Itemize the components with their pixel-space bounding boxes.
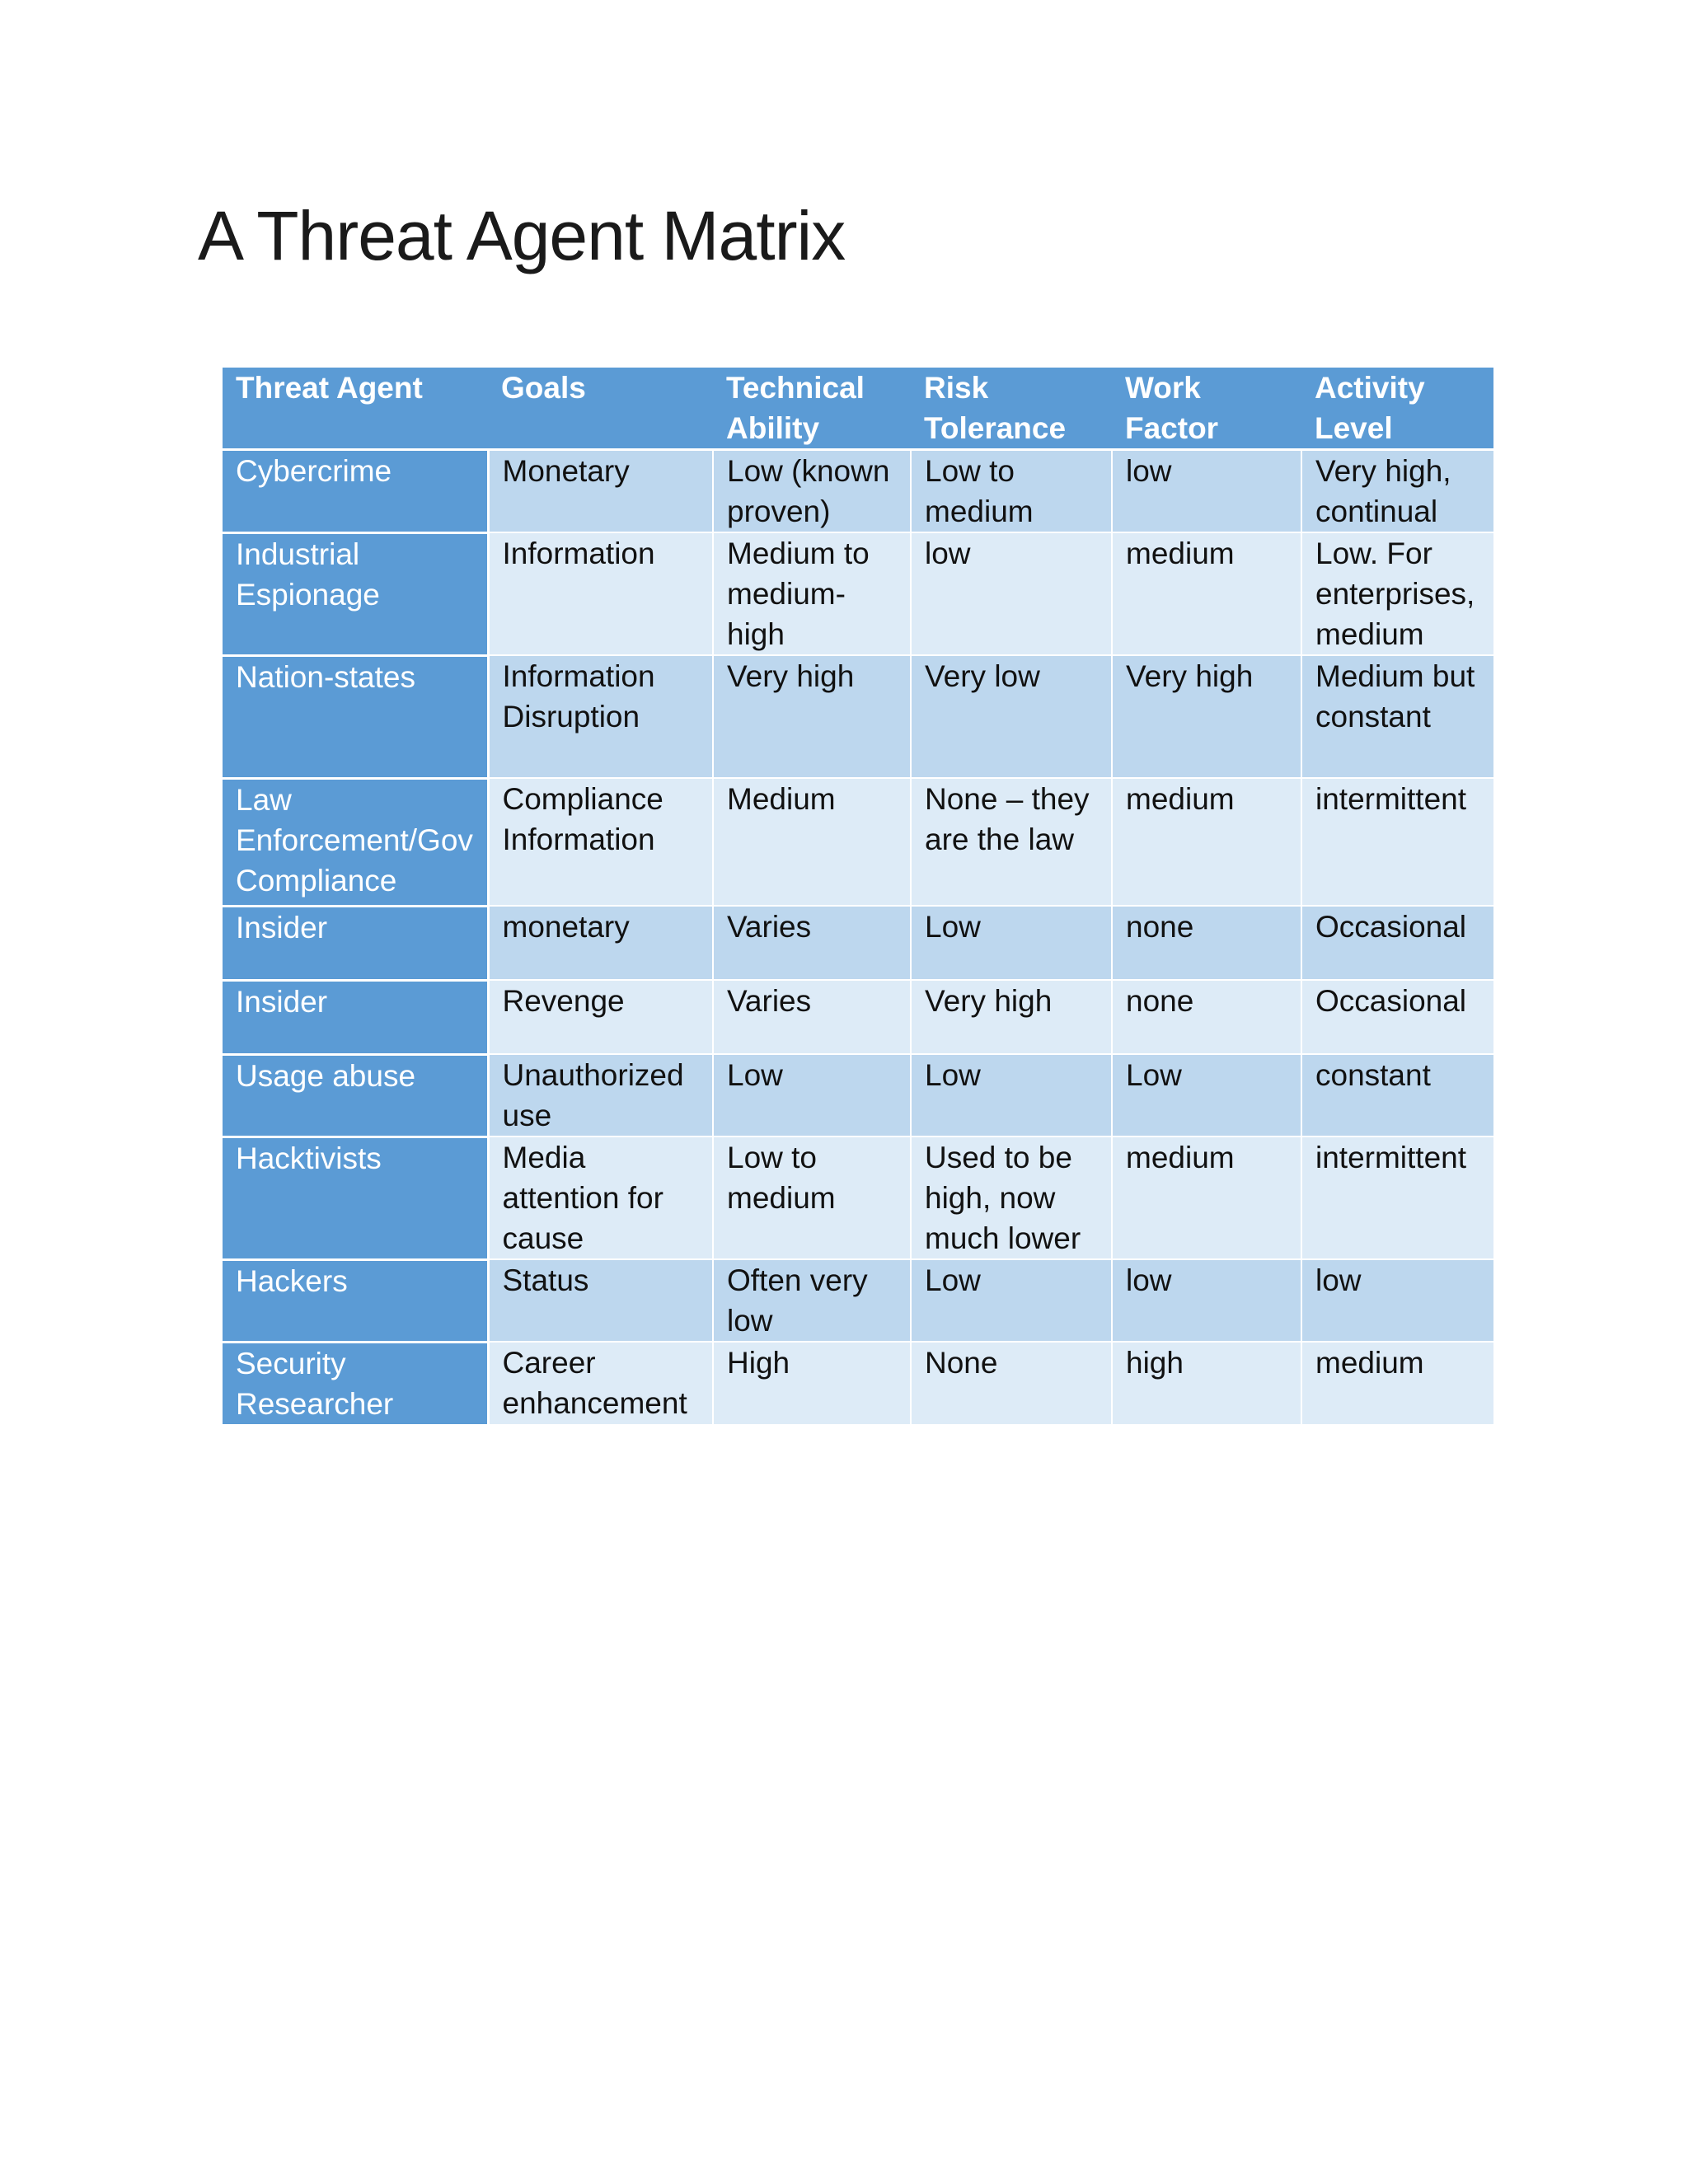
cell-risk-tolerance: Low [911, 1259, 1112, 1342]
cell-risk-tolerance: None – they are the law [911, 778, 1112, 906]
header-work-factor: Work Factor [1112, 368, 1301, 450]
cell-goals: Monetary [488, 450, 713, 533]
cell-goals: Information Disruption [488, 655, 713, 778]
header-activity-level: Activity Level [1301, 368, 1493, 450]
cell-threat-agent: Nation-states [223, 655, 488, 778]
cell-technical-ability: High [713, 1342, 911, 1425]
cell-goals: Media attention for cause [488, 1137, 713, 1259]
table-row [223, 778, 1493, 906]
cell-goals: monetary [488, 906, 713, 980]
cell-threat-agent: Cybercrime [223, 450, 488, 533]
cell-work-factor: medium [1112, 1137, 1301, 1259]
header-risk-tolerance: Risk Tolerance [911, 368, 1112, 450]
cell-activity-level: Very high, continual [1301, 450, 1493, 533]
cell-threat-agent: Usage abuse [223, 1054, 488, 1137]
cell-goals: Information [488, 532, 713, 655]
cell-technical-ability: Medium to medium-high [713, 532, 911, 655]
header-threat-agent: Threat Agent [223, 368, 488, 450]
table-row [223, 906, 1493, 980]
cell-work-factor: Very high [1112, 655, 1301, 778]
cell-risk-tolerance: low [911, 532, 1112, 655]
cell-technical-ability: Often very low [713, 1259, 911, 1342]
header-technical-ability: Technical Ability [713, 368, 911, 450]
cell-technical-ability: Varies [713, 980, 911, 1054]
cell-activity-level: Medium but constant [1301, 655, 1493, 778]
table-header-row [223, 368, 1493, 450]
cell-risk-tolerance: Very high [911, 980, 1112, 1054]
table-row [223, 1137, 1493, 1259]
table-row [223, 1054, 1493, 1137]
cell-risk-tolerance: Very low [911, 655, 1112, 778]
cell-risk-tolerance: None [911, 1342, 1112, 1425]
table-row [223, 450, 1493, 533]
table-row [223, 532, 1493, 655]
cell-technical-ability: Low [713, 1054, 911, 1137]
threat-agent-matrix-table [223, 368, 1493, 1427]
cell-activity-level: Occasional [1301, 906, 1493, 980]
cell-work-factor: low [1112, 1259, 1301, 1342]
cell-technical-ability: Varies [713, 906, 911, 980]
cell-activity-level: Occasional [1301, 980, 1493, 1054]
cell-work-factor: Low [1112, 1054, 1301, 1137]
cell-work-factor: low [1112, 450, 1301, 533]
cell-activity-level: Low. For enterprises, medium [1301, 532, 1493, 655]
cell-goals: Status [488, 1259, 713, 1342]
table-row [223, 1259, 1493, 1342]
cell-technical-ability: Medium [713, 778, 911, 906]
cell-threat-agent: Security Researcher [223, 1342, 488, 1425]
cell-work-factor: high [1112, 1342, 1301, 1425]
cell-threat-agent: Hackers [223, 1259, 488, 1342]
cell-activity-level: medium [1301, 1342, 1493, 1425]
cell-threat-agent: Insider [223, 980, 488, 1054]
cell-work-factor: none [1112, 906, 1301, 980]
table-row [223, 655, 1493, 778]
cell-risk-tolerance: Low [911, 1054, 1112, 1137]
table-row [223, 1342, 1493, 1425]
table-row [223, 980, 1493, 1054]
cell-threat-agent: Industrial Espionage [223, 532, 488, 655]
cell-risk-tolerance: Used to be high, now much lower [911, 1137, 1112, 1259]
cell-risk-tolerance: Low to medium [911, 450, 1112, 533]
cell-activity-level: intermittent [1301, 778, 1493, 906]
cell-threat-agent: Hacktivists [223, 1137, 488, 1259]
cell-threat-agent: Law Enforcement/Gov Compliance [223, 778, 488, 906]
cell-threat-agent: Insider [223, 906, 488, 980]
cell-goals: Revenge [488, 980, 713, 1054]
cell-work-factor: medium [1112, 778, 1301, 906]
cell-goals: Compliance Information [488, 778, 713, 906]
cell-technical-ability: Low to medium [713, 1137, 911, 1259]
cell-work-factor: medium [1112, 532, 1301, 655]
cell-activity-level: intermittent [1301, 1137, 1493, 1259]
cell-activity-level: low [1301, 1259, 1493, 1342]
cell-goals: Unauthorized use [488, 1054, 713, 1137]
page-title: A Threat Agent Matrix [198, 197, 846, 274]
cell-work-factor: none [1112, 980, 1301, 1054]
cell-goals: Career enhancement [488, 1342, 713, 1425]
cell-risk-tolerance: Low [911, 906, 1112, 980]
cell-activity-level: constant [1301, 1054, 1493, 1137]
header-goals: Goals [488, 368, 713, 450]
cell-technical-ability: Very high [713, 655, 911, 778]
cell-technical-ability: Low (known proven) [713, 450, 911, 533]
